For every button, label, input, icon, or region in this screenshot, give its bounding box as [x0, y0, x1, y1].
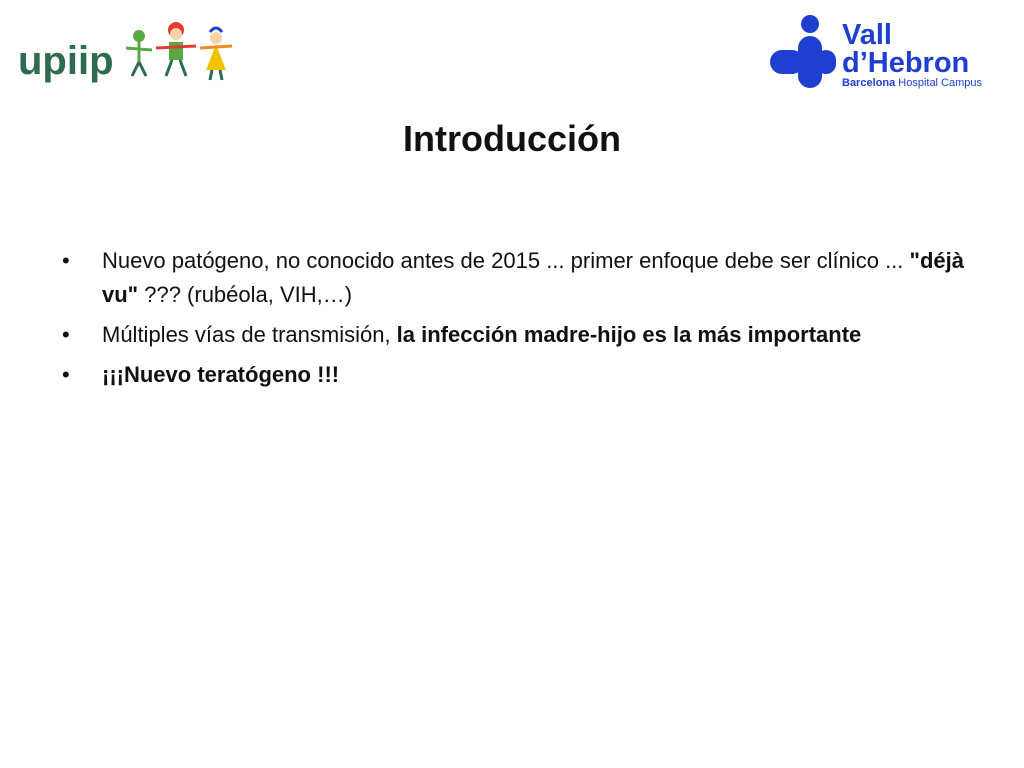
bullet-item: [62, 318, 964, 352]
bullet-text-bold: ¡¡¡Nuevo teratógeno !!!: [102, 362, 340, 387]
bullet-text: Múltiples vías de transmisión,: [102, 322, 397, 347]
upiip-logo: [16, 12, 236, 92]
bullet-dot-icon: •: [62, 362, 70, 387]
bullet-text: Nuevo patógeno, no conocido antes de 2015 ... primer enfoque debe ser clínico ...: [102, 248, 910, 273]
bullet-text-bold: la infección madre-hijo es la más importante: [396, 322, 862, 347]
logo-name-line2: d’Hebron: [842, 47, 970, 79]
logo-subtitle-bold: Barcelona: [842, 77, 896, 89]
vall-dhebron-cross-icon: [770, 15, 836, 88]
slide-title: Introducción: [403, 118, 621, 159]
bullet-text: ??? (rubéola, VIH,…): [138, 282, 353, 307]
bullet-dot-icon: •: [62, 322, 70, 347]
logo-subtitle: [842, 77, 983, 89]
logo-subtitle-rest: Hospital Campus: [895, 77, 983, 89]
logo-name-line1: Vall: [842, 19, 892, 51]
vall-dhebron-logo: [764, 14, 989, 92]
bullet-text-bold: "déjà vu": [102, 248, 964, 307]
kid-figure-icon: [126, 30, 152, 76]
kid-figure-icon: [200, 28, 232, 80]
bullet-list: [62, 244, 964, 398]
upiip-logo-text: upiip: [18, 39, 114, 83]
bullet-item: [62, 358, 964, 392]
kid-figure-icon: [156, 22, 196, 76]
bullet-dot-icon: •: [62, 248, 70, 273]
bullet-item: [62, 244, 964, 312]
